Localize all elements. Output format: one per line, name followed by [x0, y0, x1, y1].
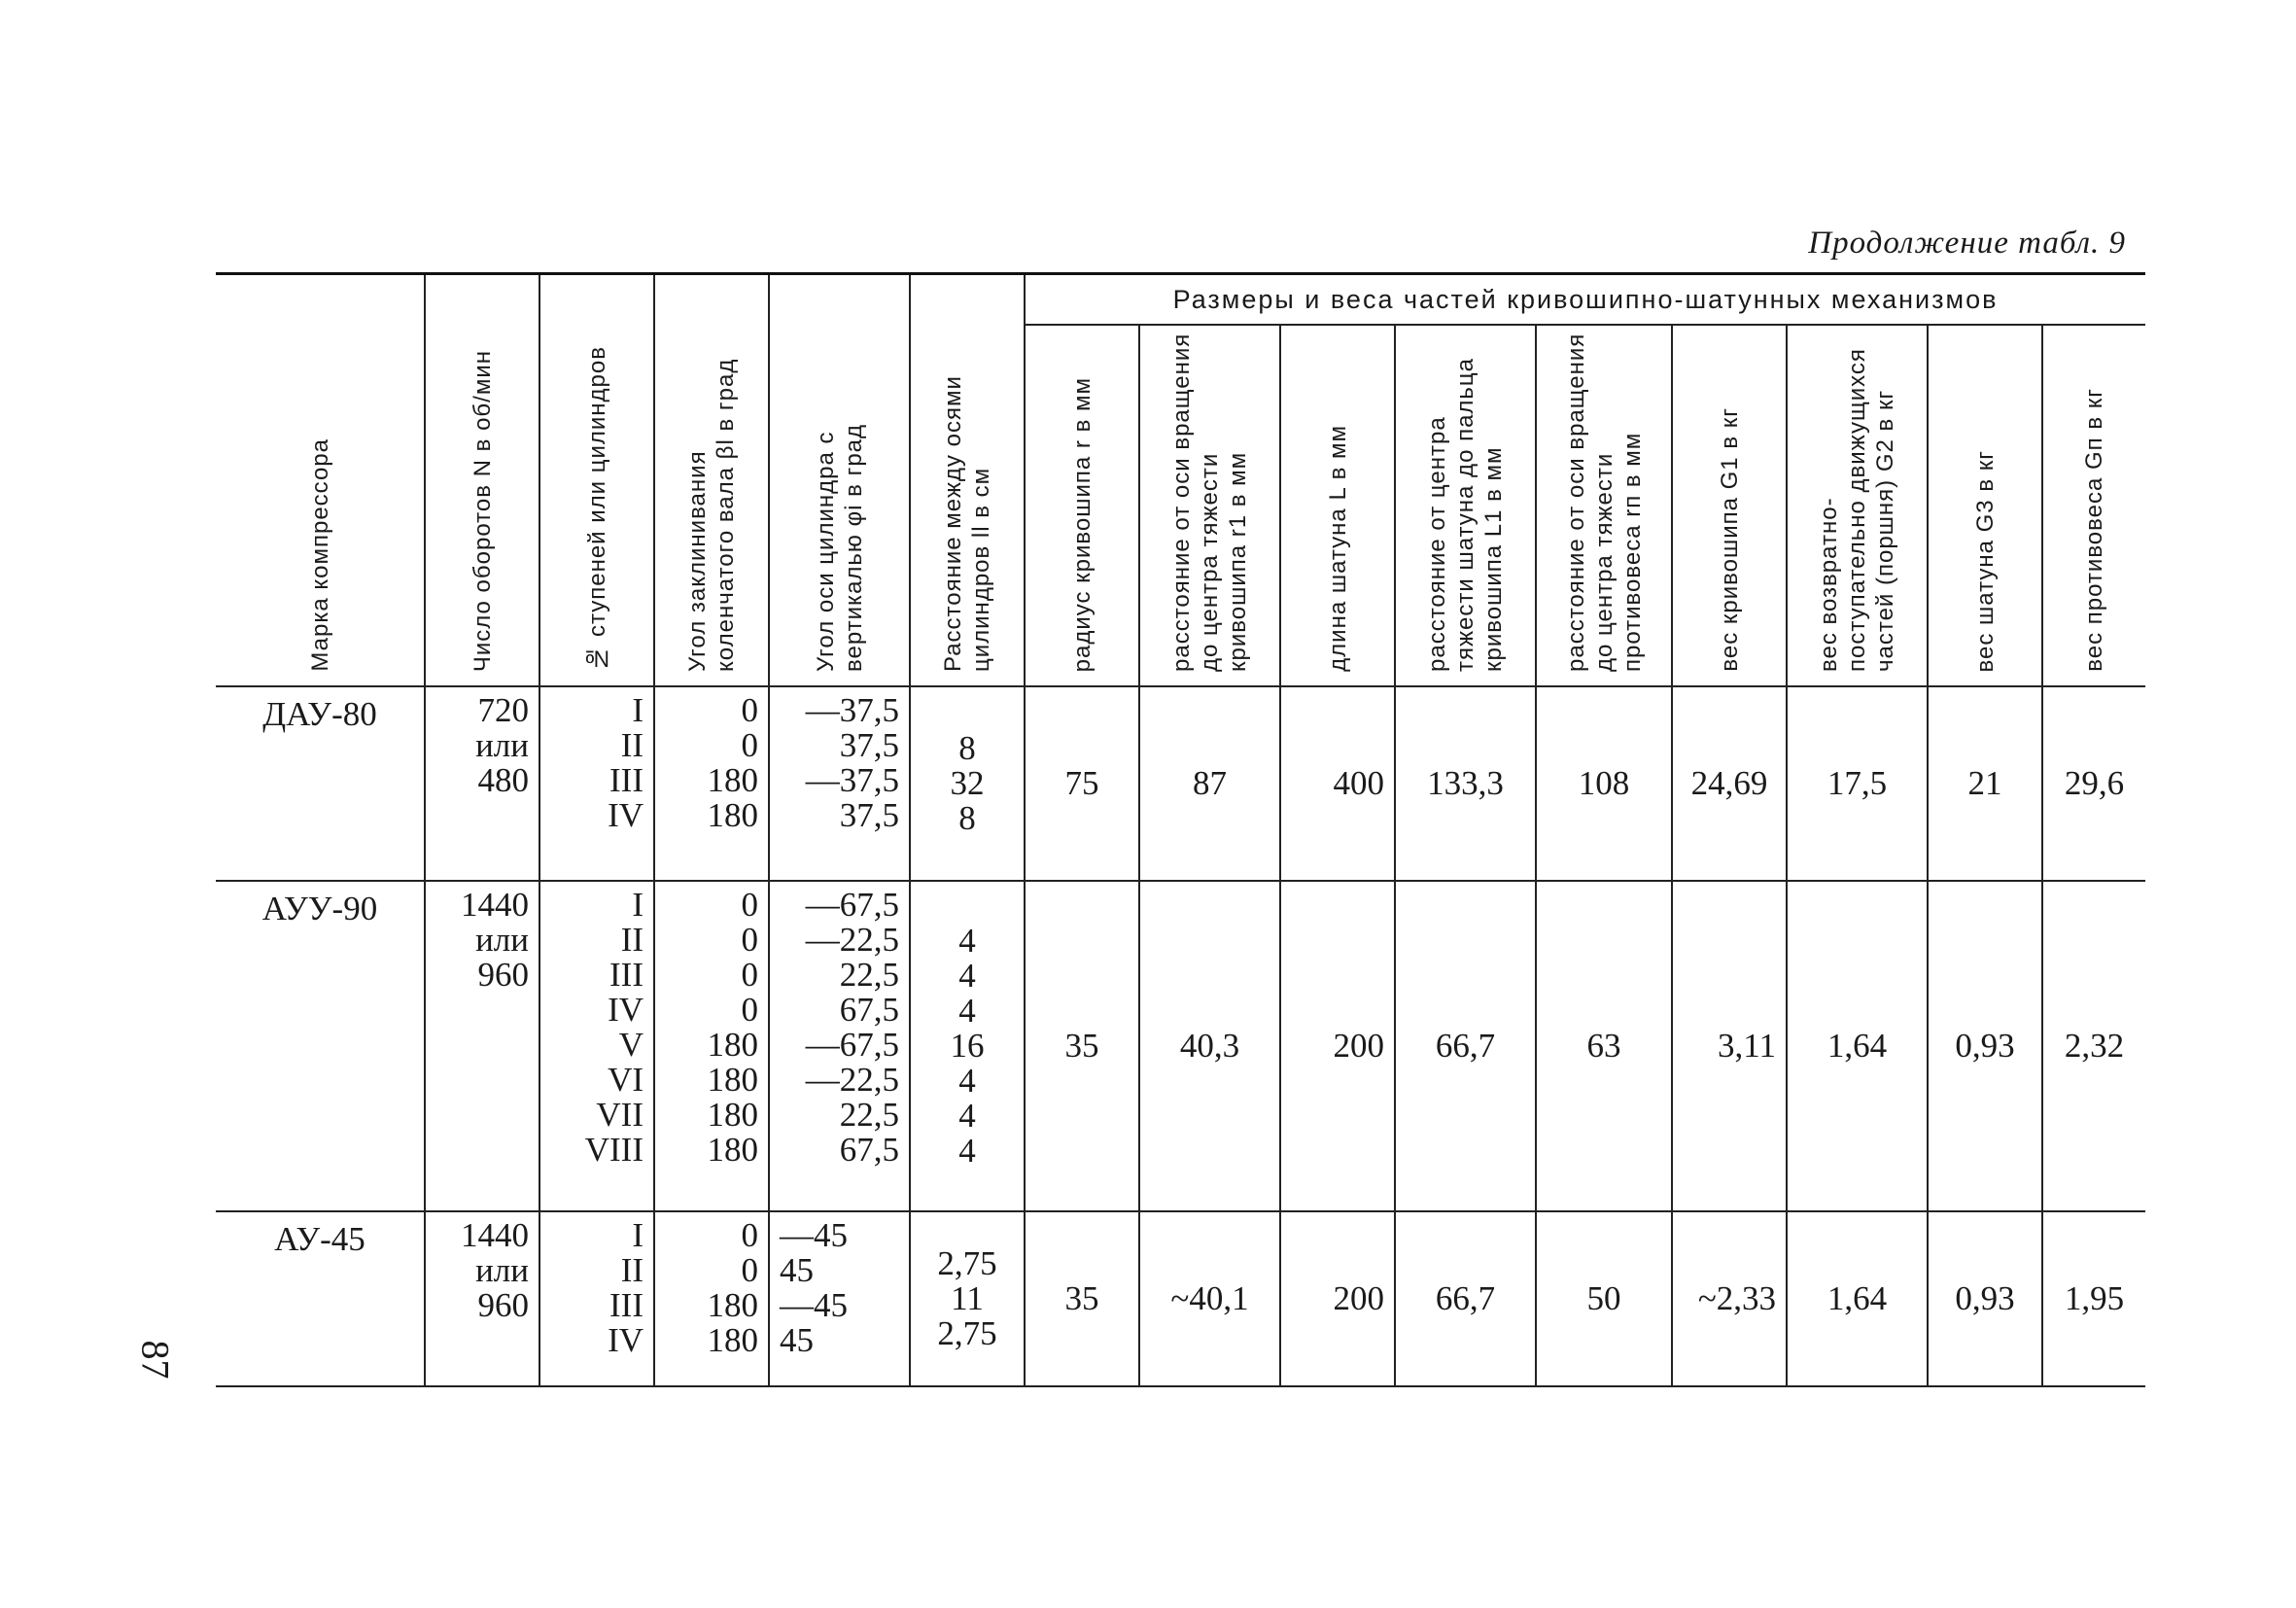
cell-G2: 17,5	[1787, 686, 1928, 881]
cell-rpm: 720 или 480	[425, 686, 539, 881]
cell-L: 200	[1280, 1211, 1395, 1386]
cell-stages: I II III IV	[539, 686, 654, 881]
cell-dist: 4 4 4 16 4 4 4	[910, 881, 1025, 1211]
compressor-table	[216, 272, 2145, 1387]
cell-L1: 66,7	[1395, 1211, 1536, 1386]
cell-Gp: 2,32	[2042, 881, 2145, 1211]
cell-stages: I II III IV	[539, 1211, 654, 1386]
cell-L: 200	[1280, 881, 1395, 1211]
cell-L1: 133,3	[1395, 686, 1536, 881]
cell-mark: АУУ-90	[216, 881, 425, 1211]
cell-rpm: 1440 или 960	[425, 1211, 539, 1386]
header-stage: № ступеней или цилиндров	[539, 274, 654, 687]
header-rp: расстояние от оси вращения до центра тяжести противовеса rп в мм	[1536, 325, 1672, 686]
cell-rp: 50	[1536, 1211, 1672, 1386]
cell-phi: —45 45 —45 45	[769, 1211, 910, 1386]
table-row	[216, 686, 2145, 881]
cell-L: 400	[1280, 686, 1395, 881]
cell-G1: ~2,33	[1672, 1211, 1787, 1386]
header-mark: Марка компрессора	[216, 274, 425, 687]
cell-stages: I II III IV V VI VII VIII	[539, 881, 654, 1211]
header-G2: вес возвратно-поступательно движущихся частей (поршня) G2 в кг	[1787, 325, 1928, 686]
cell-G1: 24,69	[1672, 686, 1787, 881]
cell-r1: 40,3	[1139, 881, 1280, 1211]
header-r: радиус кривошипа r в мм	[1025, 325, 1139, 686]
cell-Gp: 1,95	[2042, 1211, 2145, 1386]
cell-mark: ДАУ-80	[216, 686, 425, 881]
table-row	[216, 1211, 2145, 1386]
header-beta: Угол заклинивания коленчатого вала βl в град	[654, 274, 769, 687]
header-group: Размеры и веса частей кривошипно-шатунных механизмов	[1025, 274, 2145, 326]
cell-rp: 108	[1536, 686, 1672, 881]
cell-dist: 8 32 8	[910, 686, 1025, 881]
cell-G2: 1,64	[1787, 881, 1928, 1211]
cell-G3: 0,93	[1928, 1211, 2042, 1386]
header-phi: Угол оси цилиндра с вертикалью φi в град	[769, 274, 910, 687]
cell-rp: 63	[1536, 881, 1672, 1211]
header-Gp: вес противовеса Gп в кг	[2042, 325, 2145, 686]
cell-Gp: 29,6	[2042, 686, 2145, 881]
cell-r: 75	[1025, 686, 1139, 881]
header-r1: расстояние от оси вращения до центра тяжести кривошипа r1 в мм	[1139, 325, 1280, 686]
cell-G2: 1,64	[1787, 1211, 1928, 1386]
cell-G3: 21	[1928, 686, 2042, 881]
cell-dist: 2,75 11 2,75	[910, 1211, 1025, 1386]
cell-r: 35	[1025, 881, 1139, 1211]
cell-phi: —67,5 —22,5 22,5 67,5 —67,5 —22,5 22,5 67,5	[769, 881, 910, 1211]
cell-beta: 0 0 0 0 180 180 180 180	[654, 881, 769, 1211]
cell-mark: АУ-45	[216, 1211, 425, 1386]
cell-L1: 66,7	[1395, 881, 1536, 1211]
page-number: 87	[133, 1340, 178, 1380]
header-rpm: Число оборотов N в об/мин	[425, 274, 539, 687]
header-L1: расстояние от центра тяжести шатуна до пальца кривошипа L1 в мм	[1395, 325, 1536, 686]
header-L: длина шатуна L в мм	[1280, 325, 1395, 686]
cell-phi: —37,5 37,5 —37,5 37,5	[769, 686, 910, 881]
cell-G1: 3,11	[1672, 881, 1787, 1211]
cell-beta: 0 0 180 180	[654, 686, 769, 881]
cell-G3: 0,93	[1928, 881, 2042, 1211]
cell-rpm: 1440 или 960	[425, 881, 539, 1211]
continuation-label: Продолжение табл. 9	[1808, 226, 2126, 261]
table-row	[216, 881, 2145, 1211]
cell-r1: ~40,1	[1139, 1211, 1280, 1386]
header-dist: Расстояние между осями цилиндров ll в см	[910, 274, 1025, 687]
cell-r: 35	[1025, 1211, 1139, 1386]
header-G1: вес кривошипа G1 в кг	[1672, 325, 1787, 686]
cell-r1: 87	[1139, 686, 1280, 881]
header-G3: вес шатуна G3 в кг	[1928, 325, 2042, 686]
cell-beta: 0 0 180 180	[654, 1211, 769, 1386]
